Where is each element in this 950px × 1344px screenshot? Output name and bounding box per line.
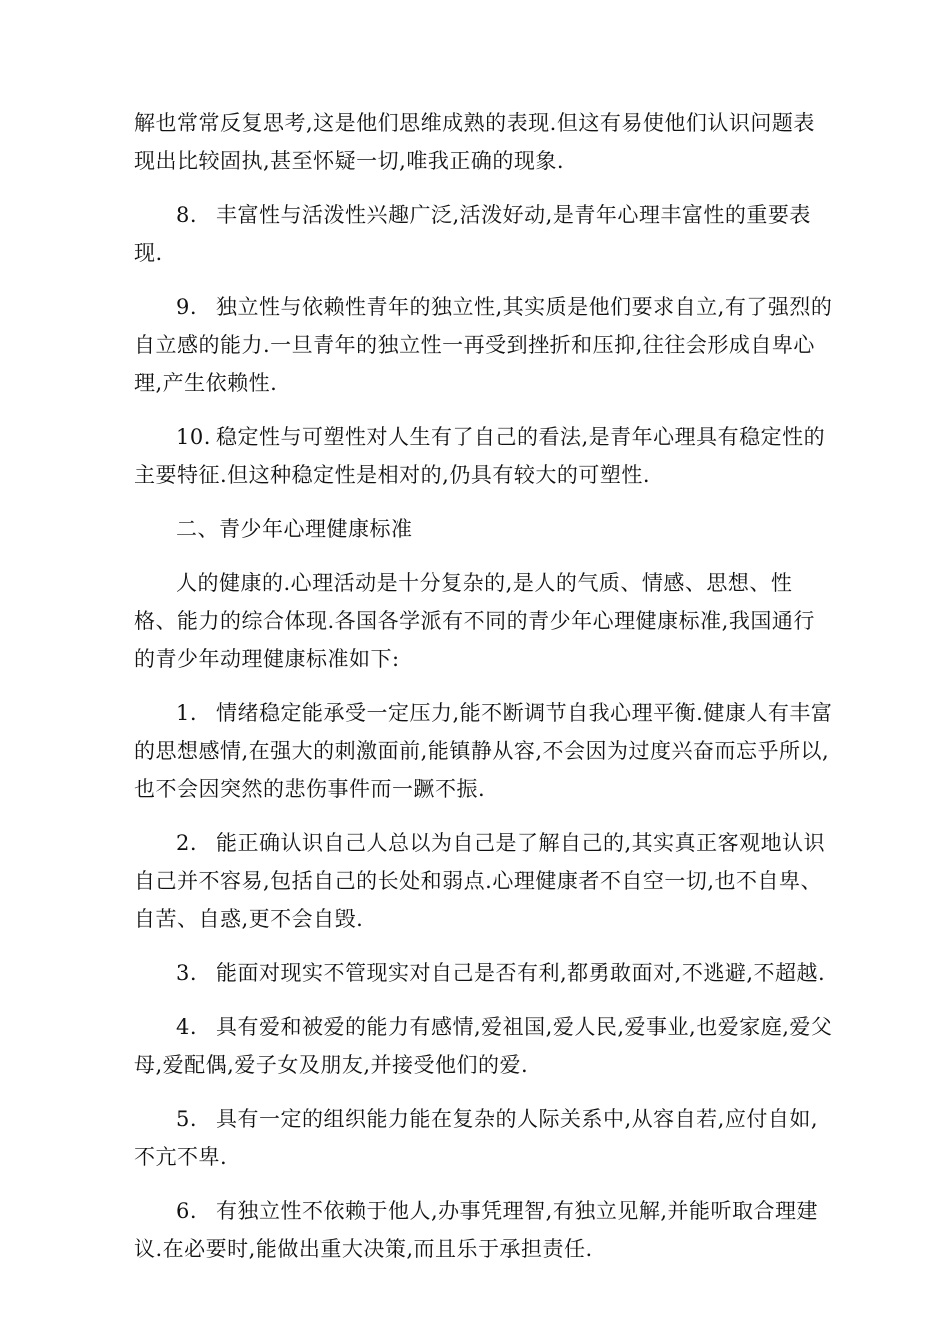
list-item-10 <box>134 418 834 494</box>
list-item-text: 能面对现实不管现实对自己是否有利,都勇敢面对,不逃避,不超越. <box>216 961 826 985</box>
section-heading-text: 二、青少年心理健康标准 <box>176 517 413 541</box>
list-item-2 <box>134 824 834 938</box>
list-item-text: 具有爱和被爱的能力有感情,爱祖国,爱人民,爱事业,也爱家庭,爱父母,爱配偶,爱子女及朋友,并接受他们的爱. <box>134 1015 833 1077</box>
document-body <box>134 104 834 1284</box>
list-item-3 <box>134 954 834 992</box>
list-item-6 <box>134 1192 834 1268</box>
list-number: 5. <box>176 1107 198 1131</box>
list-item-text: 有独立性不依赖于他人,办事凭理智,有独立见解,并能听取合理建议.在必要时,能做出重大决策,而且乐于承担责任. <box>134 1199 819 1261</box>
list-number: 10. <box>176 425 211 449</box>
list-number: 4. <box>176 1015 198 1039</box>
list-item-9 <box>134 288 834 402</box>
paragraph-text: 人的健康的.心理活动是十分复杂的,是人的气质、情感、思想、性格、能力的综合体现.各国各学派有不同的青少年心理健康标准,我国通行的青少年动理健康标准如下: <box>134 571 815 671</box>
list-number: 2. <box>176 831 198 855</box>
list-number: 3. <box>176 961 198 985</box>
list-item-text: 能正确认识自己人总以为自己是了解自己的,其实真正客观地认识自己并不容易,包括自己的长处和弱点.心理健康者不自空一切,也不自卑、自苦、自惑,更不会自毁. <box>134 831 826 931</box>
list-number: 8. <box>176 203 198 227</box>
list-item-text: 情绪稳定能承受一定压力,能不断调节自我心理平衡.健康人有丰富的思想感情,在强大的刺激面前,能镇静从容,不会因为过度兴奋而忘乎所以,也不会因突然的悲伤事件而一蹶不振. <box>134 701 833 801</box>
paragraph-continuation <box>134 104 834 180</box>
list-item-8 <box>134 196 834 272</box>
list-item-text: 具有一定的组织能力能在复杂的人际关系中,从容自若,应付自如,不亢不卑. <box>134 1107 819 1169</box>
list-number: 1. <box>176 701 198 725</box>
intro-paragraph <box>134 564 834 678</box>
list-item-text: 独立性与依赖性青年的独立性,其实质是他们要求自立,有了强烈的自立感的能力.一旦青年的独立性一再受到挫折和压抑,往往会形成自卑心理,产生依赖性. <box>134 295 833 395</box>
list-item-1 <box>134 694 834 808</box>
list-item-text: 丰富性与活泼性兴趣广泛,活泼好动,是青年心理丰富性的重要表现. <box>134 203 811 265</box>
section-heading <box>134 510 834 548</box>
list-number: 6. <box>176 1199 198 1223</box>
list-number: 9. <box>176 295 198 319</box>
list-item-5 <box>134 1100 834 1176</box>
list-item-4 <box>134 1008 834 1084</box>
paragraph-text: 解也常常反复思考,这是他们思维成熟的表现.但这有易使他们认识问题表现出比较固执,甚至怀疑一切,唯我正确的现象. <box>134 111 815 173</box>
list-item-text: 稳定性与可塑性对人生有了自己的看法,是青年心理具有稳定性的主要特征.但这种稳定性是相对的,仍具有较大的可塑性. <box>134 425 826 487</box>
